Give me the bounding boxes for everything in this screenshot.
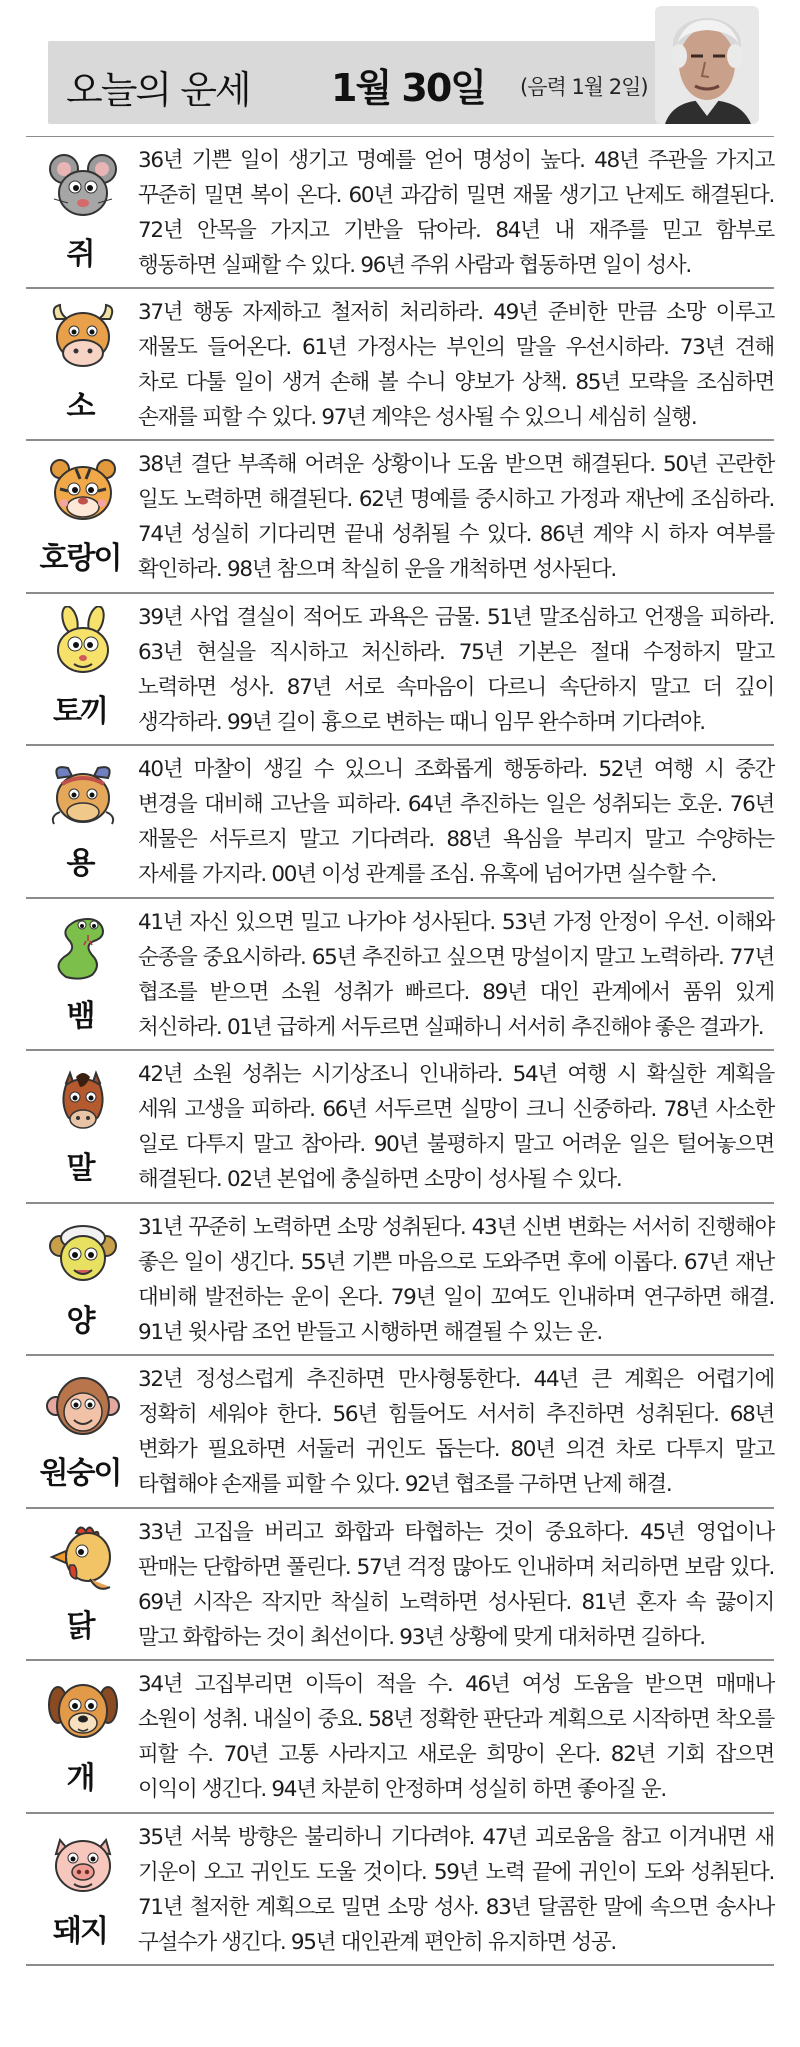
animal-box [26,137,134,287]
page-title: 오늘의 운세 [66,68,250,112]
animal-box [26,441,134,592]
fortune-text: 42년 소원 성취는 시기상조니 인내하라. 54년 여행 시 확실한 계획을 세워 고생을 피하라. 66년 서두르면 실망이 크니 신중하라. 78년 사소한 일로 다투지 말고 참아라. 90년 불평하지 말고 어려운 일은 털어놓으면 해결된다. 02년 본업에 충실하면 소망이 성사될 수 있다. [138,1062,774,1192]
rat-icon [46,149,120,223]
list-item [26,594,774,747]
list-item [26,1661,774,1814]
fortune-text: 33년 고집을 버리고 화합과 타협하는 것이 중요하다. 45년 영업이나 판매는 단합하면 풀린다. 57년 걱정 많아도 인내하며 처리하면 보람 있다. 69년 시작은 작지만 착실히 노력하면 성사된다. 81년 혼자 속 끓이지 말고 화합하는 것이 최선이다. 93년 상황에 맞게 대처하면 길하다. [138,1519,774,1650]
list-item [26,441,774,594]
fortune-list [26,136,774,1966]
animal-name: 호랑이 [39,541,121,576]
animal-box [26,1356,134,1507]
fortune-text: 39년 사업 결실이 적어도 과욕은 금물. 51년 말조심하고 언쟁을 피하라. 63년 현실을 직시하고 처신하라. 75년 기본은 절대 수정하지 말고 노력하면 성사. 87년 서로 속마음이 다르니 속단하지 말고 더 깊이 생각하라. 99년 길이 흉으로 변하는 때니 임무 완수하며 기다려야. [138,604,774,735]
author-portrait [655,6,759,124]
animal-box [26,1051,134,1202]
list-item [26,1814,774,1967]
dragon-icon [46,758,120,832]
list-item [26,1509,774,1662]
fortune-text: 37년 행동 자제하고 철저히 처리하라. 49년 준비한 만큼 소망 이루고 재물도 들어온다. 61년 가정사는 부인의 말을 우선시하라. 73년 견해 차로 다툴 일이 생겨 손해 볼 수니 양보가 상책. 85년 모략을 조심하면 손재를 피할 수 있다. 97년 계약은 성사될 수 있으니 세심히 실행. [138,299,774,430]
animal-box [26,594,134,745]
fortune-text: 36년 기쁜 일이 생기고 명예를 얻어 명성이 높다. 48년 주관을 가지고 꾸준히 밀면 복이 온다. 60년 과감히 밀면 재물 생기고 난제도 해결된다. 72년 안목을 가지고 기반을 닦아라. 84년 내 재주를 믿고 함부로 행동하면 실패할 수 있다. 96년 주위 사람과 협동하면 일이 성사. [138,148,774,278]
fortune-date: 1월 30일 [331,66,485,110]
header-banner [48,41,750,124]
rooster-icon [46,1521,120,1595]
fortune-text: 31년 꾸준히 노력하면 소망 성취된다. 43년 신변 변화는 서서히 진행해야 좋은 일이 생긴다. 55년 기쁜 마음으로 도와주면 후에 이롭다. 67년 재난 대비해 발전하는 운이 온다. 79년 일이 꼬여도 인내하며 연구하면 해결. 91년 윗사람 조언 받들고 시행하면 해결될 수 있는 운. [138,1214,774,1345]
sheep-icon [46,1216,120,1290]
animal-name: 토끼 [53,693,107,729]
animal-box [26,1814,134,1965]
list-item [26,1204,774,1357]
animal-box [26,1661,134,1812]
list-item [26,1051,774,1204]
fortune-text: 40년 마찰이 생길 수 있으니 조화롭게 행동하라. 52년 여행 시 중간 변경을 대비해 고난을 피하라. 64년 추진하는 일은 성취되는 호운. 76년 재물은 서두르지 말고 기다려라. 88년 욕심을 부리지 말고 수양하는 자세를 가지라. 00년 이성 관계를 조심. 유혹에 넘어가면 실수할 수. [138,757,774,887]
list-item [26,289,774,442]
animal-name: 쥐 [66,237,94,272]
animal-box [26,1509,134,1660]
horse-icon [46,1063,120,1137]
animal-box [26,1204,134,1355]
ox-icon [46,301,120,375]
monkey-icon [46,1368,120,1442]
lunar-date: (음력 1월 2일) [520,75,648,99]
animal-box [26,746,134,897]
snake-icon [46,911,120,985]
fortune-text: 34년 고집부리면 이득이 적을 수. 46년 여성 도움을 받으면 매매나 소원이 성취. 내실이 중요. 58년 정확한 판단과 계획으로 시작하면 착오를 피할 수. 70년 고통 사라지고 새로운 희망이 온다. 82년 기회 잡으면 이익이 생긴다. 94년 차분히 안정하며 성실히 하면 좋아질 운. [138,1672,774,1802]
rabbit-icon [46,606,120,680]
animal-name: 뱀 [66,998,94,1034]
animal-name: 돼지 [53,1913,107,1949]
fortune-text: 41년 자신 있으면 밀고 나가야 성사된다. 53년 가정 안정이 우선. 이해와 순종을 중요시하라. 65년 추진하고 싶으면 망설이지 말고 노력하라. 77년 협조를 받으면 소원 성취가 빠르다. 89년 대인 관계에서 품위 있게 처신하라. 01년 급하게 서두르면 실패하니 서서히 추진해야 좋은 결과가. [138,909,774,1040]
list-item [26,746,774,899]
list-item [26,136,774,289]
fortune-text: 35년 서북 방향은 불리하니 기다려야. 47년 괴로움을 참고 이겨내면 새 기운이 오고 귀인도 도울 것이다. 59년 노력 끝에 귀인이 도와 성취된다. 71년 철저한 계획으로 밀면 소망 성사. 83년 달콤한 말에 속으면 송사나 구설수가 생긴다. 95년 대인관계 편안히 유지하면 성공. [138,1824,774,1955]
list-item [26,899,774,1052]
animal-box [26,289,134,440]
fortune-text: 38년 결단 부족해 어려운 상황이나 도움 받으면 해결된다. 50년 곤란한 일도 노력하면 해결된다. 62년 명예를 중시하고 가정과 재난에 조심하라. 74년 성실히 기다리면 끝내 성취될 수 있다. 86년 계약 시 하자 여부를 확인하라. 98년 참으며 착실히 운을 개척하면 성사된다. [138,452,774,582]
animal-box [26,899,134,1050]
fortune-text: 32년 정성스럽게 추진하면 만사형통한다. 44년 큰 계획은 어렵기에 정확히 세워야 한다. 56년 힘들어도 서서히 추진하면 성취된다. 68년 변화가 필요하면 서둘러 귀인도 돕는다. 80년 의견 차로 다투지 말고 타협해야 손재를 피할 수 있다. 92년 협조를 구하면 난제 해결. [138,1367,774,1497]
animal-name: 양 [66,1303,94,1339]
animal-name: 닭 [66,1608,94,1644]
animal-name: 말 [66,1151,94,1186]
tiger-icon [46,453,120,527]
pig-icon [46,1826,120,1900]
animal-name: 소 [66,388,94,424]
animal-name: 원숭이 [39,1456,121,1491]
animal-name: 용 [66,846,94,881]
animal-name: 개 [66,1761,94,1796]
list-item [26,1356,774,1509]
dog-icon [46,1673,120,1747]
